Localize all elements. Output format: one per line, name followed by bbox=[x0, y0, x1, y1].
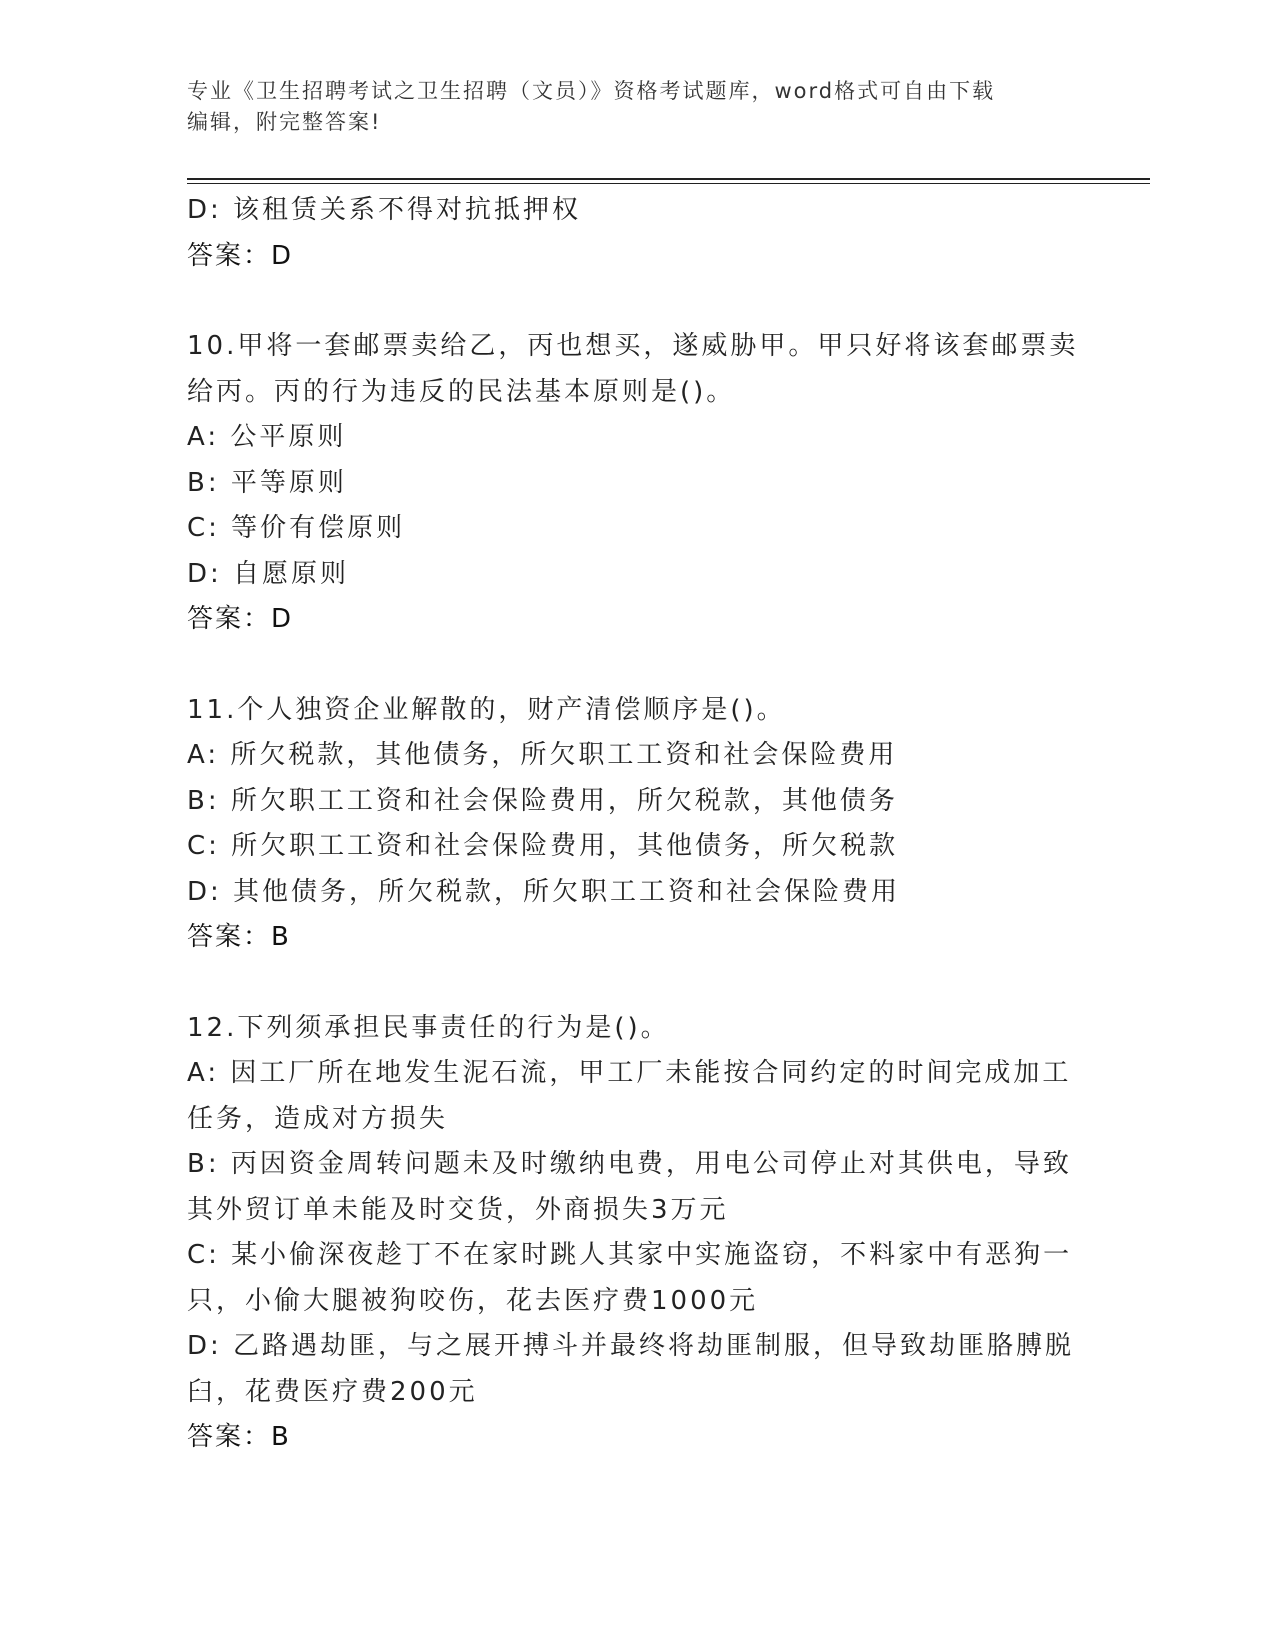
answer-line: 答案：B bbox=[187, 1422, 291, 1452]
option-d: D: 其他债务，所欠税款，所欠职工工资和社会保险费用 bbox=[187, 876, 901, 907]
option-b: B: 平等原则 bbox=[187, 467, 347, 498]
answer-line: 答案：D bbox=[187, 240, 294, 271]
spacer bbox=[187, 643, 1087, 688]
option-a: A: 公平原则 bbox=[187, 422, 347, 452]
question-stem: 10.甲将一套邮票卖给乙，丙也想买，遂威胁甲。甲只好将该套邮票卖 bbox=[187, 331, 1079, 361]
question-10 bbox=[187, 324, 1087, 643]
option-c: C: 某小偷深夜趁丁不在家时跳人其家中实施盗窃，不料家中有恶狗一 bbox=[187, 1240, 1073, 1270]
option-b-cont: 其外贸订单未能及时交货，外商损失3万元 bbox=[187, 1194, 729, 1225]
header-divider-thick bbox=[187, 178, 1150, 180]
question-stem: 11.个人独资企业解散的，财产清偿顺序是()。 bbox=[187, 694, 786, 725]
option-d: D: 乙路遇劫匪，与之展开搏斗并最终将劫匪制服，但导致劫匪胳膊脱 bbox=[187, 1331, 1075, 1361]
question-12 bbox=[187, 1006, 1087, 1461]
page-header bbox=[187, 76, 1087, 138]
option-c: C: 等价有偿原则 bbox=[187, 513, 406, 543]
spacer bbox=[187, 961, 1087, 1006]
option-c-cont: 只，小偷大腿被狗咬伤，花去医疗费1000元 bbox=[187, 1285, 759, 1316]
answer-line: 答案：B bbox=[187, 922, 291, 952]
question-stem-cont: 给丙。丙的行为违反的民法基本原则是()。 bbox=[187, 376, 736, 407]
header-divider-thin bbox=[187, 183, 1150, 184]
option-b: B: 丙因资金周转问题未及时缴纳电费，用电公司停止对其供电，导致 bbox=[187, 1149, 1072, 1179]
question-list bbox=[187, 188, 1087, 1461]
header-line-2: 编辑，附完整答案! bbox=[187, 110, 382, 134]
option-a-cont: 任务，造成对方损失 bbox=[187, 1103, 449, 1134]
header-line-1: 专业《卫生招聘考试之卫生招聘（文员）》资格考试题库，word格式可自由下载 bbox=[187, 79, 996, 103]
option-a: A: 因工厂所在地发生泥石流，甲工厂未能按合同约定的时间完成加工 bbox=[187, 1058, 1072, 1088]
option-a: A: 所欠税款，其他债务，所欠职工工资和社会保险费用 bbox=[187, 740, 898, 770]
option-d: D: 该租赁关系不得对抗抵押权 bbox=[187, 195, 582, 225]
question-11 bbox=[187, 688, 1087, 961]
question-9-tail bbox=[187, 188, 1087, 279]
option-b: B: 所欠职工工资和社会保险费用，所欠税款，其他债务 bbox=[187, 785, 898, 816]
option-d-cont: 臼，花费医疗费200元 bbox=[187, 1376, 478, 1407]
option-d: D: 自愿原则 bbox=[187, 558, 350, 589]
option-c: C: 所欠职工工资和社会保险费用，其他债务，所欠税款 bbox=[187, 831, 899, 861]
question-stem: 12.下列须承担民事责任的行为是()。 bbox=[187, 1012, 670, 1043]
spacer bbox=[187, 279, 1087, 324]
answer-line: 答案：D bbox=[187, 604, 294, 634]
